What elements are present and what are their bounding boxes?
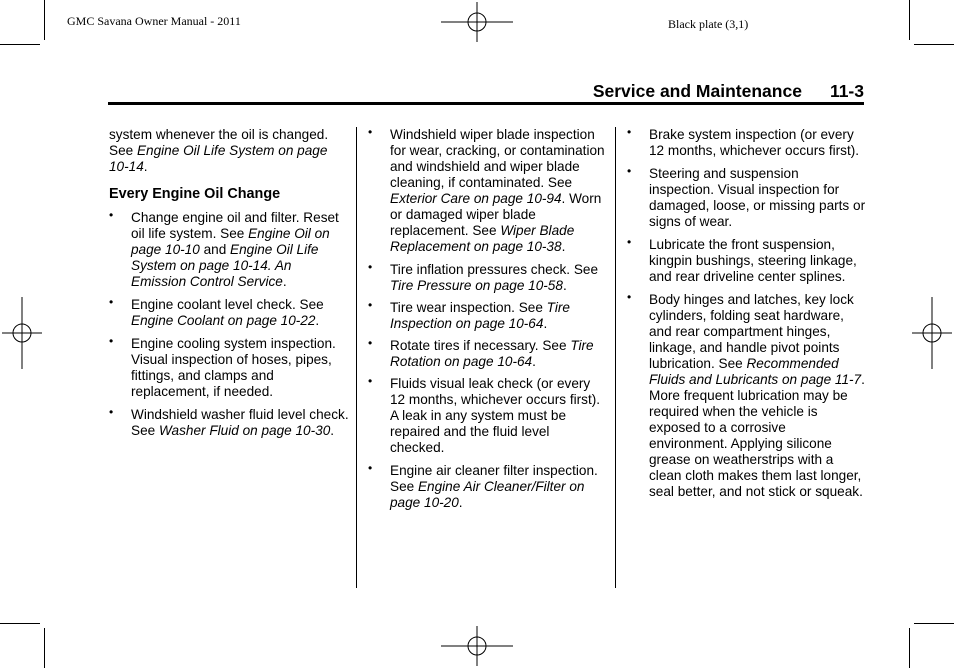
section-title: Service and Maintenance (592, 81, 802, 101)
cross-reference: Exterior Care on page 10-94 (390, 191, 562, 206)
maintenance-list (109, 210, 349, 439)
cross-reference: Wiper Blade Replacement on page 10-38 (390, 223, 575, 254)
crop-mark-top-left-v (44, 0, 45, 40)
bullet-icon: • (109, 208, 114, 222)
bullet-icon: • (627, 235, 632, 249)
intro-text: system whenever the oil is changed. See (109, 127, 329, 158)
bullet-icon: • (109, 405, 114, 419)
crop-mark-bottom-left-h (0, 623, 40, 624)
list-item: • Engine cooling system inspection. Visual inspection of hoses, pipes, fittings, and clamps and replacement, if needed. (109, 334, 336, 399)
list-item: • Steering and suspension inspection. Visual inspection for damaged, loose, or missing parts or signs of wear. (627, 164, 866, 229)
cross-reference: Tire Inspection on page 10-64 (390, 300, 570, 331)
cross-reference: Washer Fluid on page 10-30 (158, 423, 331, 438)
cross-reference: Engine Oil Life System on page 10-14 (109, 143, 328, 174)
plate-label: Black plate (3,1) (668, 17, 749, 31)
bullet-icon: • (627, 125, 632, 139)
list-item: • Lubricate the front suspension, kingpin bushings, steering linkage, and rear driveline center splines. (627, 235, 857, 284)
cross-reference: Tire Rotation on page 10-64 (390, 338, 594, 369)
bullet-icon: • (368, 260, 373, 274)
column-1 (109, 127, 349, 445)
bullet-icon: • (109, 295, 114, 309)
list-item: • Tire wear inspection. See Tire Inspection on page 10-64. (368, 298, 570, 331)
cross-reference: Engine Air Cleaner/Filter on page 10-20 (390, 479, 585, 510)
crop-mark-bottom-right-h (914, 623, 954, 624)
column-divider-2 (615, 127, 616, 588)
list-item: • Brake system inspection (or every 12 months, whichever occurs first). (627, 125, 860, 158)
registration-mark-bottom (441, 626, 513, 666)
bullet-icon: • (368, 374, 373, 388)
list-item: • Body hinges and latches, key lock cylinders, folding seat hardware, and rear compartment hinges, linkage, and handle pivot points lubrication. See Recommended Fluids and Lubricants on page 11-7. More frequent lubrication may be required when the vehicle is exposed to a corrosive environment. Applying silicone grease on weatherstrips with a clean cloth makes them last longer, seal better, and not stick or squeak. (627, 290, 865, 499)
crop-mark-top-right-h (914, 44, 954, 45)
bullet-icon: • (368, 125, 373, 139)
page-title (520, 80, 864, 102)
bullet-icon: • (109, 334, 114, 348)
crop-mark-top-right-v (909, 0, 910, 40)
bullet-icon: • (368, 461, 373, 475)
cross-reference: Tire Pressure on page 10-58 (390, 278, 563, 293)
list-item: • Engine coolant level check. See Engine Coolant on page 10-22. (109, 295, 324, 328)
bullet-icon: • (627, 164, 632, 178)
maintenance-list (627, 127, 867, 500)
page-number: 11-3 (829, 81, 864, 101)
maintenance-list (368, 127, 606, 511)
crop-mark-bottom-right-v (909, 628, 910, 668)
list-item: • Windshield washer fluid level check. See Washer Fluid on page 10-30. (109, 405, 349, 438)
cross-reference: Recommended Fluids and Lubricants on page 11-7 (649, 356, 862, 387)
crop-mark-bottom-left-v (44, 628, 45, 668)
title-rule (108, 102, 864, 105)
column-2 (368, 127, 606, 517)
cross-reference: Engine Oil on page 10-10 (131, 226, 330, 257)
column-divider-1 (356, 127, 357, 588)
list-item: • Change engine oil and filter. Reset oil life system. See Engine Oil on page 10-10 and Engine Oil Life System on page 10-14. An Emission Control Service. (109, 208, 339, 289)
intro-end: . (143, 159, 148, 174)
crop-mark-top-left-h (0, 44, 40, 45)
intro-paragraph (109, 127, 349, 175)
registration-mark-top (441, 2, 513, 42)
manual-title: GMC Savana Owner Manual - 2011 (67, 14, 241, 28)
list-item: • Tire inflation pressures check. See Tire Pressure on page 10-58. (368, 260, 599, 293)
cross-reference: Engine Coolant on page 10-22 (131, 313, 316, 328)
registration-mark-left (2, 297, 42, 369)
list-item: • Fluids visual leak check (or every 12 months, whichever occurs first). A leak in any system must be repaired and the fluid level checked. (368, 374, 601, 455)
list-item: • Engine air cleaner filter inspection. See Engine Air Cleaner/Filter on page 10-20. (368, 461, 598, 510)
bullet-icon: • (368, 336, 373, 350)
cross-reference: Engine Oil Life System on page 10-14. An Emission Control Service (131, 242, 319, 289)
section-heading: Every Engine Oil Change (109, 186, 281, 202)
bullet-icon: • (368, 298, 373, 312)
list-item: • Windshield wiper blade inspection for wear, cracking, or contamination and windshield and wiper blade cleaning, if contaminated. See Exterior Care on page 10-94. Worn or damaged wiper blade replacement. See Wiper Blade Replacement on page 10-38. (368, 125, 605, 254)
list-item: • Rotate tires if necessary. See Tire Rotation on page 10-64. (368, 336, 594, 369)
column-3 (627, 127, 867, 506)
registration-mark-right (912, 297, 952, 369)
bullet-icon: • (627, 290, 632, 304)
